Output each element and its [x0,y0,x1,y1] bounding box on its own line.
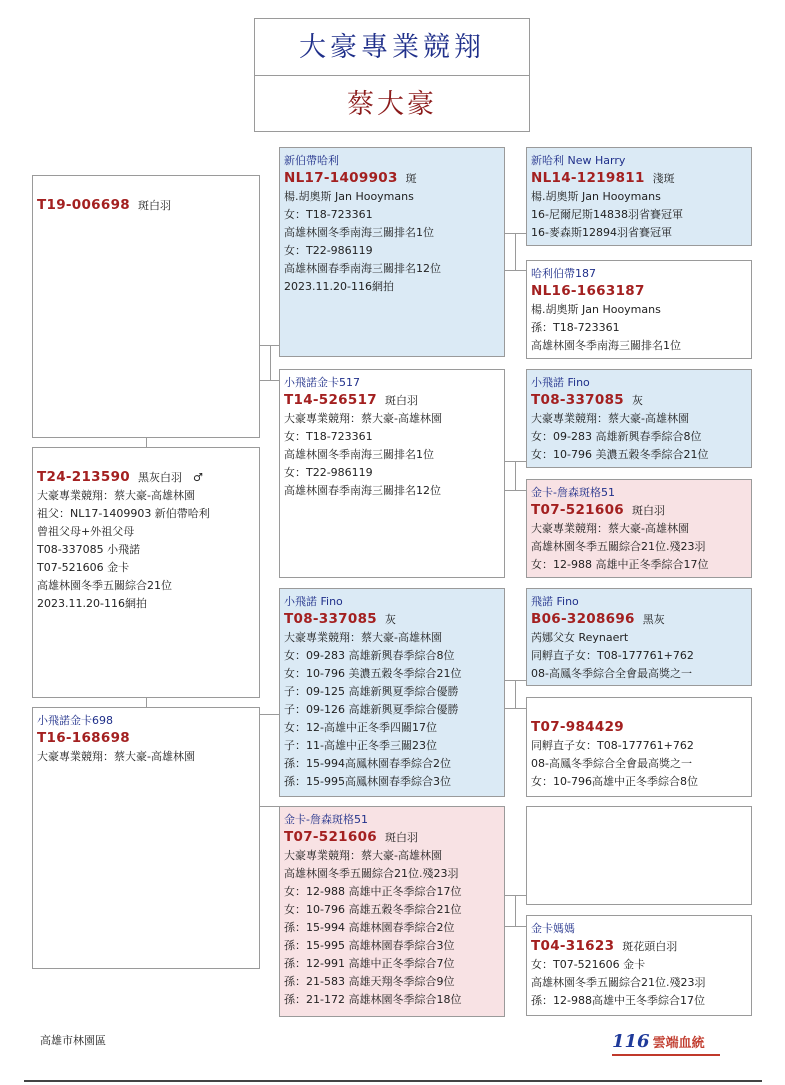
ddd-card[interactable] [526,915,752,1016]
connector-line [515,680,516,708]
pigeon-name: 金卡媽媽 [531,922,575,935]
info-line: 女：T18-723361 [284,208,373,221]
logo-underline [612,1054,720,1056]
info-line: 16-尼爾尼斯14838羽省賽冠軍 [531,208,683,221]
info-line: 孫：12-991 高雄中正冬季綜合7位 [284,957,455,970]
info-line: 高雄林園冬季五關綜合21位.殘23羽 [531,540,706,553]
info-line: T07-521606 金卡 [37,561,130,574]
sire-card[interactable] [32,175,260,438]
connector-line [515,895,516,926]
dam-sire-card[interactable] [279,588,505,797]
info-line: 大豪專業競翔：蔡大豪-高雄林園 [284,849,442,862]
dsd-card[interactable] [526,697,752,797]
ring-number: NL17-1409903 斑 [284,170,417,186]
info-line: 08-高鳳冬季綜合全會最高獎之一 [531,757,692,770]
subject-card[interactable] [32,447,260,698]
dss-card[interactable] [526,588,752,686]
info-line: 大豪專業競翔：蔡大豪-高雄林園 [284,412,442,425]
info-line: 孫：15-994高鳳林園春季綜合2位 [284,757,451,770]
info-line: 大豪專業競翔：蔡大豪-高雄林園 [284,631,442,644]
ring-number: T07-984429 [531,719,624,735]
sire-dam-card[interactable] [279,369,505,578]
ring-number: T16-168698 [37,730,130,746]
info-line: 芮娜父女 Reynaert [531,631,629,644]
connector-line [260,714,279,715]
pigeon-name: 小飛諾 Fino [531,376,590,389]
info-line: 2023.11.20-116網拍 [37,597,147,610]
title-box [254,18,530,132]
info-line: 孫：15-995高鳳林園春季綜合3位 [284,775,451,788]
connector-line [146,438,147,447]
dam-card[interactable] [32,707,260,969]
info-line: 女：10-796 美濃五穀冬季綜合21位 [284,667,462,680]
connector-line [505,270,526,271]
info-line: 同孵直子女：T08-177761+762 [531,649,694,662]
info-line: 女：12-988 高雄中正冬季綜合17位 [284,885,462,898]
info-line: 楊.胡奧斯 Jan Hooymans [531,303,661,316]
info-line: 高雄林園冬季五關綜合21位.殘23羽 [284,867,459,880]
pigeon-name: 金卡-詹森斑格51 [284,813,368,826]
ring-number: T07-521606 斑白羽 [531,502,665,518]
info-line: T08-337085 小飛諾 [37,543,141,556]
connector-line [515,233,516,270]
info-line: 女：T07-521606 金卡 [531,958,646,971]
site-logo[interactable] [612,1031,705,1052]
bottom-divider [24,1080,762,1082]
info-line: 大豪專業競翔：蔡大豪-高雄林園 [37,489,195,502]
info-line: 大豪專業競翔：蔡大豪-高雄林園 [37,750,195,763]
info-line: 子：09-126 高雄新興夏季綜合優勝 [284,703,459,716]
info-line: 高雄林園冬季南海三關排名1位 [531,339,681,352]
pigeon-name: 小飛諾金卡698 [37,714,113,727]
pigeon-name: 小飛諾 Fino [284,595,343,608]
pigeon-name: 哈利伯帶187 [531,267,596,280]
info-line: 高雄林園春季南海三關排名12位 [284,262,441,275]
info-line: 08-高鳳冬季綜合全會最高獎之一 [531,667,692,680]
connector-line [515,461,516,490]
info-line: 高雄林園冬季南海三關排名1位 [284,226,434,239]
ring-number: T14-526517 斑白羽 [284,392,418,408]
info-line: 女：T22-986119 [284,466,373,479]
connector-line [505,926,526,927]
info-line: 孫：T18-723361 [531,321,620,334]
info-line: 楊.胡奧斯 Jan Hooymans [284,190,414,203]
ring-number: T04-31623 斑花頭白羽 [531,938,678,954]
info-line: 16-麥森斯12894羽省賽冠軍 [531,226,672,239]
pigeon-name: 飛諾 Fino [531,595,579,608]
info-line: 女：10-796 高雄五穀冬季綜合21位 [284,903,462,916]
info-line: 女：12-高雄中正冬季四關17位 [284,721,437,734]
info-line: 楊.胡奧斯 Jan Hooymans [531,190,661,203]
connector-line [270,345,271,380]
logo-text: 雲端血統 [652,1036,705,1051]
ring-number: T19-006698 斑白羽 [37,197,171,213]
info-line: 孫：21-172 高雄林園冬季綜合18位 [284,993,462,1006]
pigeon-name: 金卡-詹森斑格51 [531,486,615,499]
info-line: 孫：15-995 高雄林園春季綜合3位 [284,939,455,952]
info-line: 高雄林園春季南海三關排名12位 [284,484,441,497]
ring-number: NL16-1663187 [531,283,645,299]
dds-card[interactable] [526,806,752,905]
connector-line [260,806,279,807]
info-line: 2023.11.20-116網拍 [284,280,394,293]
ring-number: B06-3208696 黑灰 [531,611,665,627]
pigeon-name: 小飛諾金卡517 [284,376,360,389]
ring-number: T24-213590 黑灰白羽 ♂ [37,469,203,485]
sdd-card[interactable] [526,479,752,578]
sire-sire-card[interactable] [279,147,505,357]
dam-dam-card[interactable] [279,806,505,1017]
location-label: 高雄市林園區 [40,1034,106,1047]
logo-number: 116 [612,1031,650,1052]
ring-number: T08-337085 灰 [284,611,396,627]
ssd-card[interactable] [526,260,752,359]
info-line: 大豪專業競翔：蔡大豪-高雄林園 [531,522,689,535]
sds-card[interactable] [526,369,752,468]
info-line: 女：12-988 高雄中正冬季綜合17位 [531,558,709,571]
info-line: 祖父：NL17-1409903 新伯帶哈利 [37,507,210,520]
owner-name: 蔡大豪 [347,89,437,120]
info-line: 高雄林園冬季五關綜合21位.殘23羽 [531,976,706,989]
info-line: 女：10-796 美濃五穀冬季綜合21位 [531,448,709,461]
ring-number: T08-337085 灰 [531,392,643,408]
connector-line [260,380,279,381]
info-line: 子：11-高雄中正冬季三關23位 [284,739,437,752]
ring-number: T07-521606 斑白羽 [284,829,418,845]
pigeon-name: 新伯帶哈利 [284,154,339,167]
info-line: 孫：15-994 高雄林園春季綜合2位 [284,921,455,934]
info-line: 曾祖父母+外祖父母 [37,525,135,538]
info-line: 高雄林園冬季南海三關排名1位 [284,448,434,461]
info-line: 子：09-125 高雄新興夏季綜合優勝 [284,685,459,698]
info-line: 女：T18-723361 [284,430,373,443]
connector-line [505,708,526,709]
ring-number: NL14-1219811 淺斑 [531,170,675,186]
info-line: 同孵直子女：T08-177761+762 [531,739,694,752]
info-line: 女：09-283 高雄新興春季綜合8位 [284,649,455,662]
info-line: 女：09-283 高雄新興春季綜合8位 [531,430,702,443]
info-line: 孫：12-988高雄中王冬季綜合17位 [531,994,705,1007]
info-line: 高雄林園冬季五關綜合21位 [37,579,172,592]
loft-title: 大豪專業競翔 [255,19,529,76]
connector-line [146,698,147,707]
info-line: 女：T22-986119 [284,244,373,257]
pigeon-name: 新哈利 New Harry [531,154,626,167]
sss-card[interactable] [526,147,752,246]
info-line: 孫：21-583 高雄天翔冬季綜合9位 [284,975,455,988]
info-line: 大豪專業競翔：蔡大豪-高雄林園 [531,412,689,425]
info-line: 女：10-796高雄中正冬季綜合8位 [531,775,698,788]
connector-line [505,490,526,491]
